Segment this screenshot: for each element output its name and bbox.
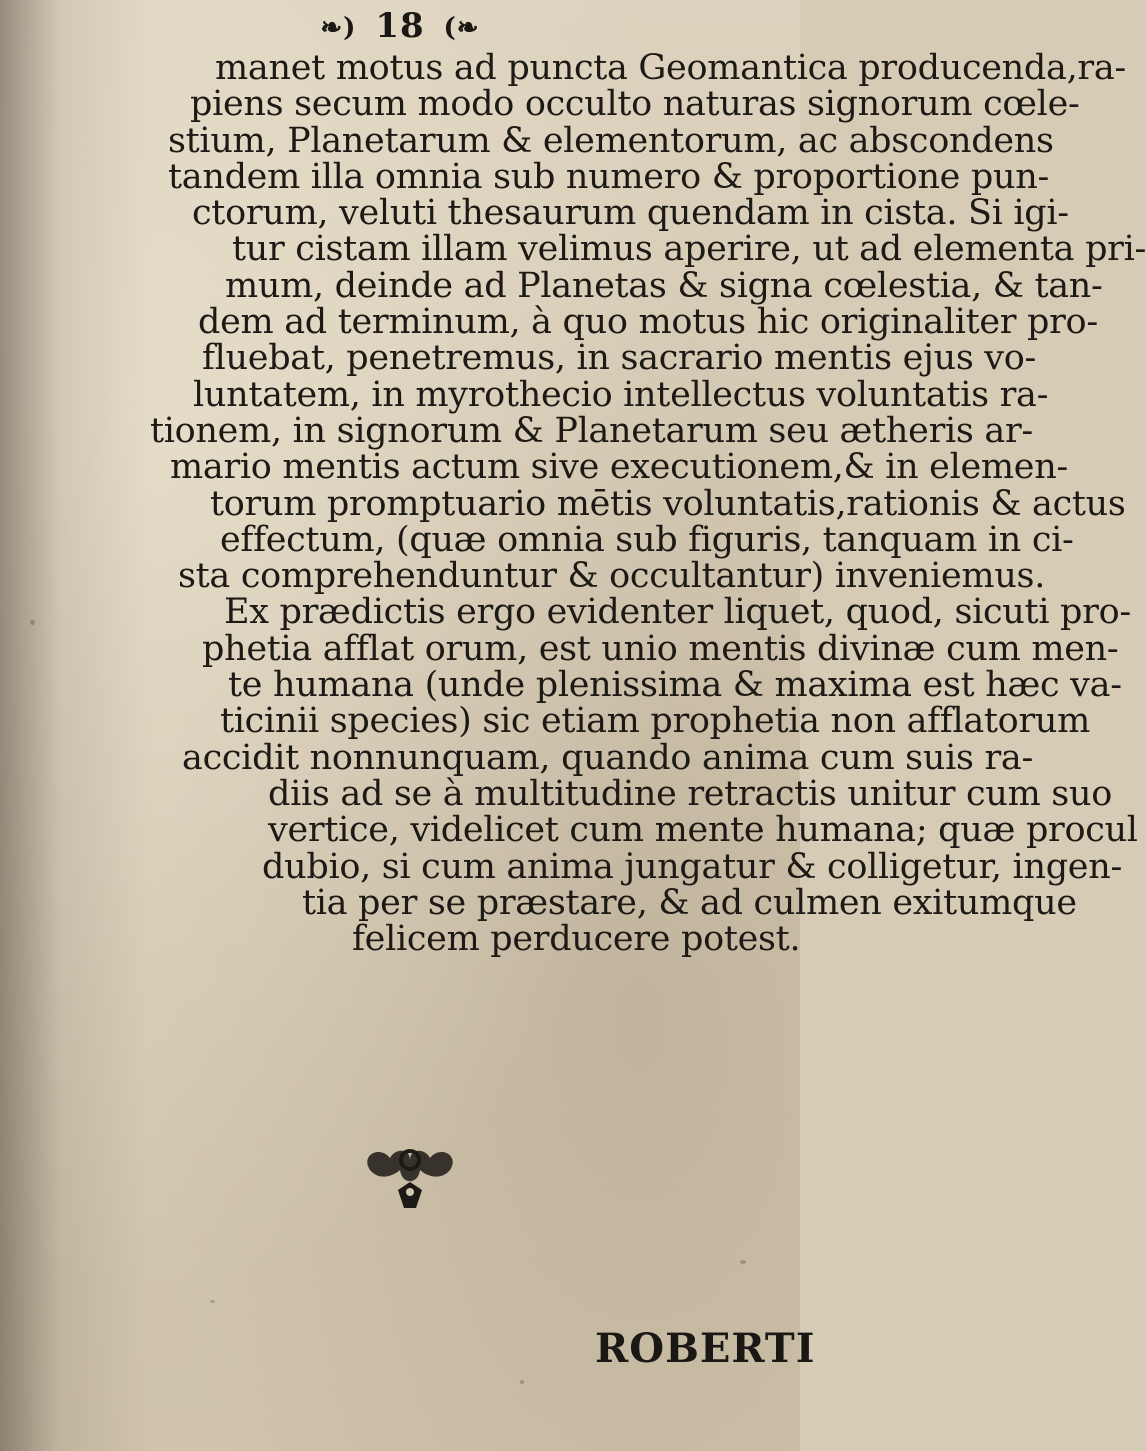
text-line: felicem perducere potest. [352, 919, 801, 960]
catchword: ROBERTI [595, 1325, 816, 1372]
text-line: mum, deinde ad Planetas & signa cœlestia, & tan- [225, 265, 1103, 306]
paper-speck [740, 1260, 746, 1264]
text-line: piens secum modo occulto naturas signorum cœle- [190, 84, 1080, 125]
text-line: dubio, si cum anima jungatur & colligetur, ingen- [262, 846, 1122, 887]
text-line: torum promptuario mētis voluntatis,rationis & actus [210, 483, 1126, 524]
text-line: sta comprehenduntur & occultantur) inveniemus. [178, 556, 1046, 597]
text-line: tia per se præstare, & ad culmen exitumque [302, 882, 1077, 923]
header-left-ornament: ❧) [320, 13, 357, 43]
text-line: dem ad terminum, à quo motus hic originaliter pro- [198, 302, 1098, 343]
text-line: ctorum, veluti thesaurum quendam in cista. Si igi- [192, 193, 1069, 234]
text-line: luntatem, in myrothecio intellectus voluntatis ra- [193, 374, 1049, 415]
text-line: Ex prædictis ergo evidenter liquet, quod, sicuti pro- [224, 592, 1131, 633]
text-line: tionem, in signorum & Planetarum seu ætheris ar- [150, 410, 1033, 451]
paper-speck [30, 620, 35, 625]
paper-speck [520, 1380, 524, 1384]
text-line: fluebat, penetremus, in sacrario mentis ejus vo- [202, 338, 1037, 379]
text-line: mario mentis actum sive executionem,& in elemen- [170, 447, 1068, 488]
text-line: vertice, videlicet cum mente humana; quæ procul [268, 810, 1138, 851]
paper-speck [210, 1300, 215, 1303]
header-right-ornament: (❧ [443, 13, 480, 43]
text-line: te humana (unde plenissima & maxima est hæc va- [228, 665, 1122, 706]
running-header [0, 6, 800, 46]
gutter-shadow [0, 0, 150, 1451]
text-line: ticinii species) sic etiam prophetia non afflatorum [220, 701, 1091, 742]
page-number: 18 [375, 6, 425, 46]
text-line: tandem illa omnia sub numero & proportione pun- [168, 156, 1050, 197]
tailpiece-ornament [340, 1130, 480, 1230]
body-text [150, 48, 1146, 960]
text-line: accidit nonnunquam, quando anima cum suis ra- [182, 737, 1033, 778]
text-line: stium, Planetarum & elementorum, ac abscondens [168, 120, 1054, 161]
text-line: effectum, (quæ omnia sub figuris, tanquam in ci- [220, 519, 1074, 560]
text-line: manet motus ad puncta Geomantica producenda,ra- [215, 48, 1126, 88]
text-line: tur cistam illam velimus aperire, ut ad elementa pri- [232, 229, 1146, 270]
text-line: phetia afflat orum, est unio mentis divinæ cum men- [202, 628, 1119, 669]
text-line: diis ad se à multitudine retractis unitur cum suo [268, 773, 1112, 814]
